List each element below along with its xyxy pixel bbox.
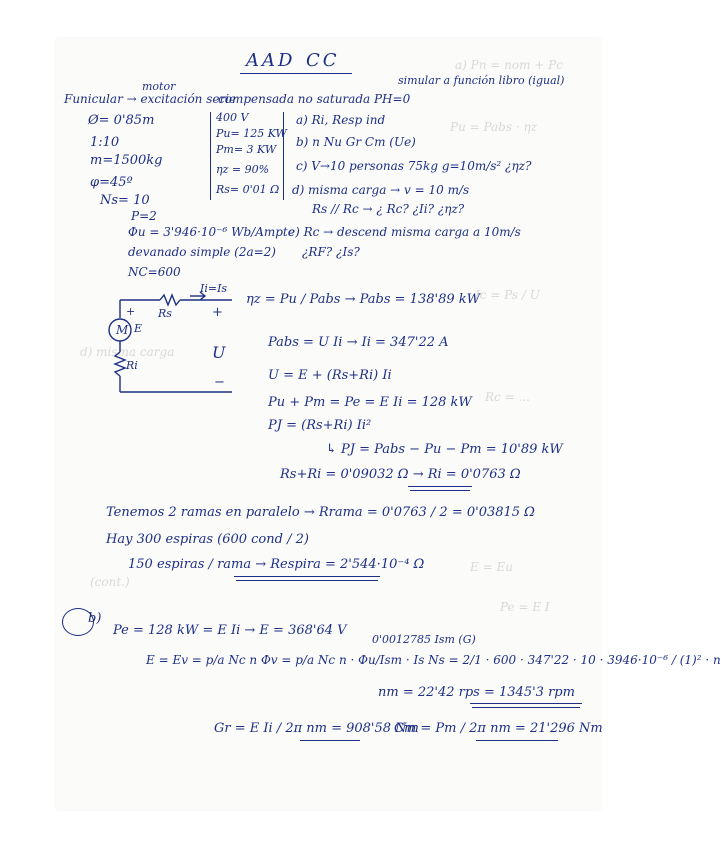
- spec-pu: Pu= 125 KW: [216, 127, 287, 140]
- part-b-emf-equation: E = Ev = p/a Nc n Φv = p/a Nc n · Φu/Ism · Is Ns = 2/1 · 600 · 347'22 · 10 · 3946·10⁻⁶ / (1)² · n: [146, 653, 721, 667]
- ghost-text: (cont.): [90, 575, 130, 589]
- answer-underline: [470, 703, 582, 704]
- given-flux: Φu = 3'946·10⁻⁶ Wb/Ampte: [128, 225, 295, 239]
- branch-line: Tenemos 2 ramas en paralelo → Rrama = 0'0763 / 2 = 0'03815 Ω: [106, 505, 535, 520]
- given-ns: Ns= 10: [100, 193, 150, 208]
- question-a: a) Ri, Resp ind: [296, 113, 386, 127]
- title-left: AAD: [246, 50, 296, 71]
- circuit-motor-symbol: M: [116, 323, 129, 337]
- given-mass: m=1500kg: [90, 153, 163, 168]
- question-e: e) Rc → descend misma carga a 10m/s: [288, 225, 521, 239]
- circuit-ri-label: Ri: [126, 359, 138, 372]
- given-line: Funicular → excitación serie: [64, 92, 237, 106]
- question-d-sub: Rs // Rc → ¿ Rc? ¿Ii? ¿ηz?: [312, 202, 465, 216]
- turn-resistance-line: 150 espiras / rama → Respira = 2'544·10⁻⁴ Ω: [128, 557, 425, 572]
- title-underline: [240, 73, 352, 74]
- ghost-text: E = Eu: [470, 560, 513, 574]
- ghost-text: Ic = Ps / U: [475, 288, 540, 302]
- ghost-text: Rc = ...: [485, 390, 530, 404]
- answer-underline: [410, 490, 470, 491]
- answer-underline: [300, 740, 360, 741]
- circuit-plus: +: [212, 305, 223, 320]
- spec-bracket-right: [283, 112, 284, 200]
- circuit-minus: −: [214, 375, 225, 390]
- question-c: c) V→10 personas 75kg g=10m/s² ¿ηz?: [296, 159, 532, 173]
- spec-bracket-left: [210, 112, 211, 200]
- equation-pabs: Pabs = U Ii → Ii = 347'22 A: [268, 335, 449, 350]
- equation-u: U = E + (Rs+Ri) Ii: [268, 368, 392, 383]
- circuit-current-label: Ii=Is: [200, 282, 228, 295]
- ghost-text: d) misma carga: [80, 345, 175, 359]
- answer-underline: [408, 486, 472, 487]
- answer-underline: [476, 740, 558, 741]
- equation-pj: PJ = (Rs+Ri) Ii²: [268, 418, 372, 433]
- circuit-plus-small: +: [126, 305, 136, 318]
- answer-underline: [236, 580, 378, 581]
- part-b-speed: nm = 22'42 rps = 1345'3 rpm: [378, 685, 575, 700]
- question-b: b) n Nu Gr Cm (Ue): [296, 135, 416, 149]
- spec-rs: Rs= 0'01 Ω: [216, 183, 280, 196]
- equation-pe: Pu + Pm = Pe = E Ii = 128 kW: [268, 395, 472, 410]
- answer-underline: [234, 576, 380, 577]
- part-b-torque-u: Cm = Pm / 2π nm = 21'296 Nm: [394, 721, 603, 736]
- equation-ri: Rs+Ri = 0'09032 Ω → Ri = 0'0763 Ω: [280, 467, 521, 482]
- spec-pm: Pm= 3 KW: [216, 143, 277, 156]
- given-poles: P=2: [131, 209, 157, 223]
- ghost-text: a) Pn = nom + Pc: [455, 58, 563, 72]
- question-d: d) misma carga → v = 10 m/s: [292, 183, 470, 197]
- spec-voltage: 400 V: [216, 111, 249, 124]
- question-e-sub: ¿RF? ¿Is?: [302, 245, 360, 259]
- spec-eta: ηz = 90%: [216, 163, 270, 176]
- topright-note: simular a función libro (igual): [398, 74, 565, 87]
- ghost-text: Pu = Pabs · ηz: [450, 120, 537, 134]
- circuit-rs-label: Rs: [158, 307, 172, 320]
- turns-line: Hay 300 espiras (600 cond / 2): [106, 532, 309, 547]
- circuit-e-label: E: [134, 322, 143, 335]
- given-winding: devanado simple (2a=2): [128, 245, 276, 259]
- equation-eta: ηz = Pu / Pabs → Pabs = 138'89 kW: [246, 292, 480, 307]
- part-b-subnote: 0'0012785 Ism (G): [372, 633, 476, 646]
- part-b-label: b): [88, 611, 102, 626]
- given-diameter: Ø= 0'85m: [88, 113, 155, 128]
- given-ratio: 1:10: [90, 135, 120, 150]
- motor-note: motor: [142, 80, 176, 93]
- circuit-u-label: U: [212, 343, 226, 362]
- title-right: CC: [306, 50, 340, 71]
- ghost-text: Pe = E I: [500, 600, 550, 614]
- part-b-power-equation: Pe = 128 kW = E Ii → E = 368'64 V: [113, 623, 347, 638]
- answer-underline: [472, 707, 580, 708]
- equation-pj-result: ↳ PJ = Pabs − Pu − Pm = 10'89 kW: [326, 442, 563, 457]
- given-angle: φ=45º: [90, 175, 133, 190]
- given-line: compensada no saturada PH=0: [218, 92, 411, 106]
- part-b-torque-g: Gr = E Ii / 2π nm = 908'58 Nm: [214, 721, 419, 736]
- given-conductors: NC=600: [128, 265, 181, 279]
